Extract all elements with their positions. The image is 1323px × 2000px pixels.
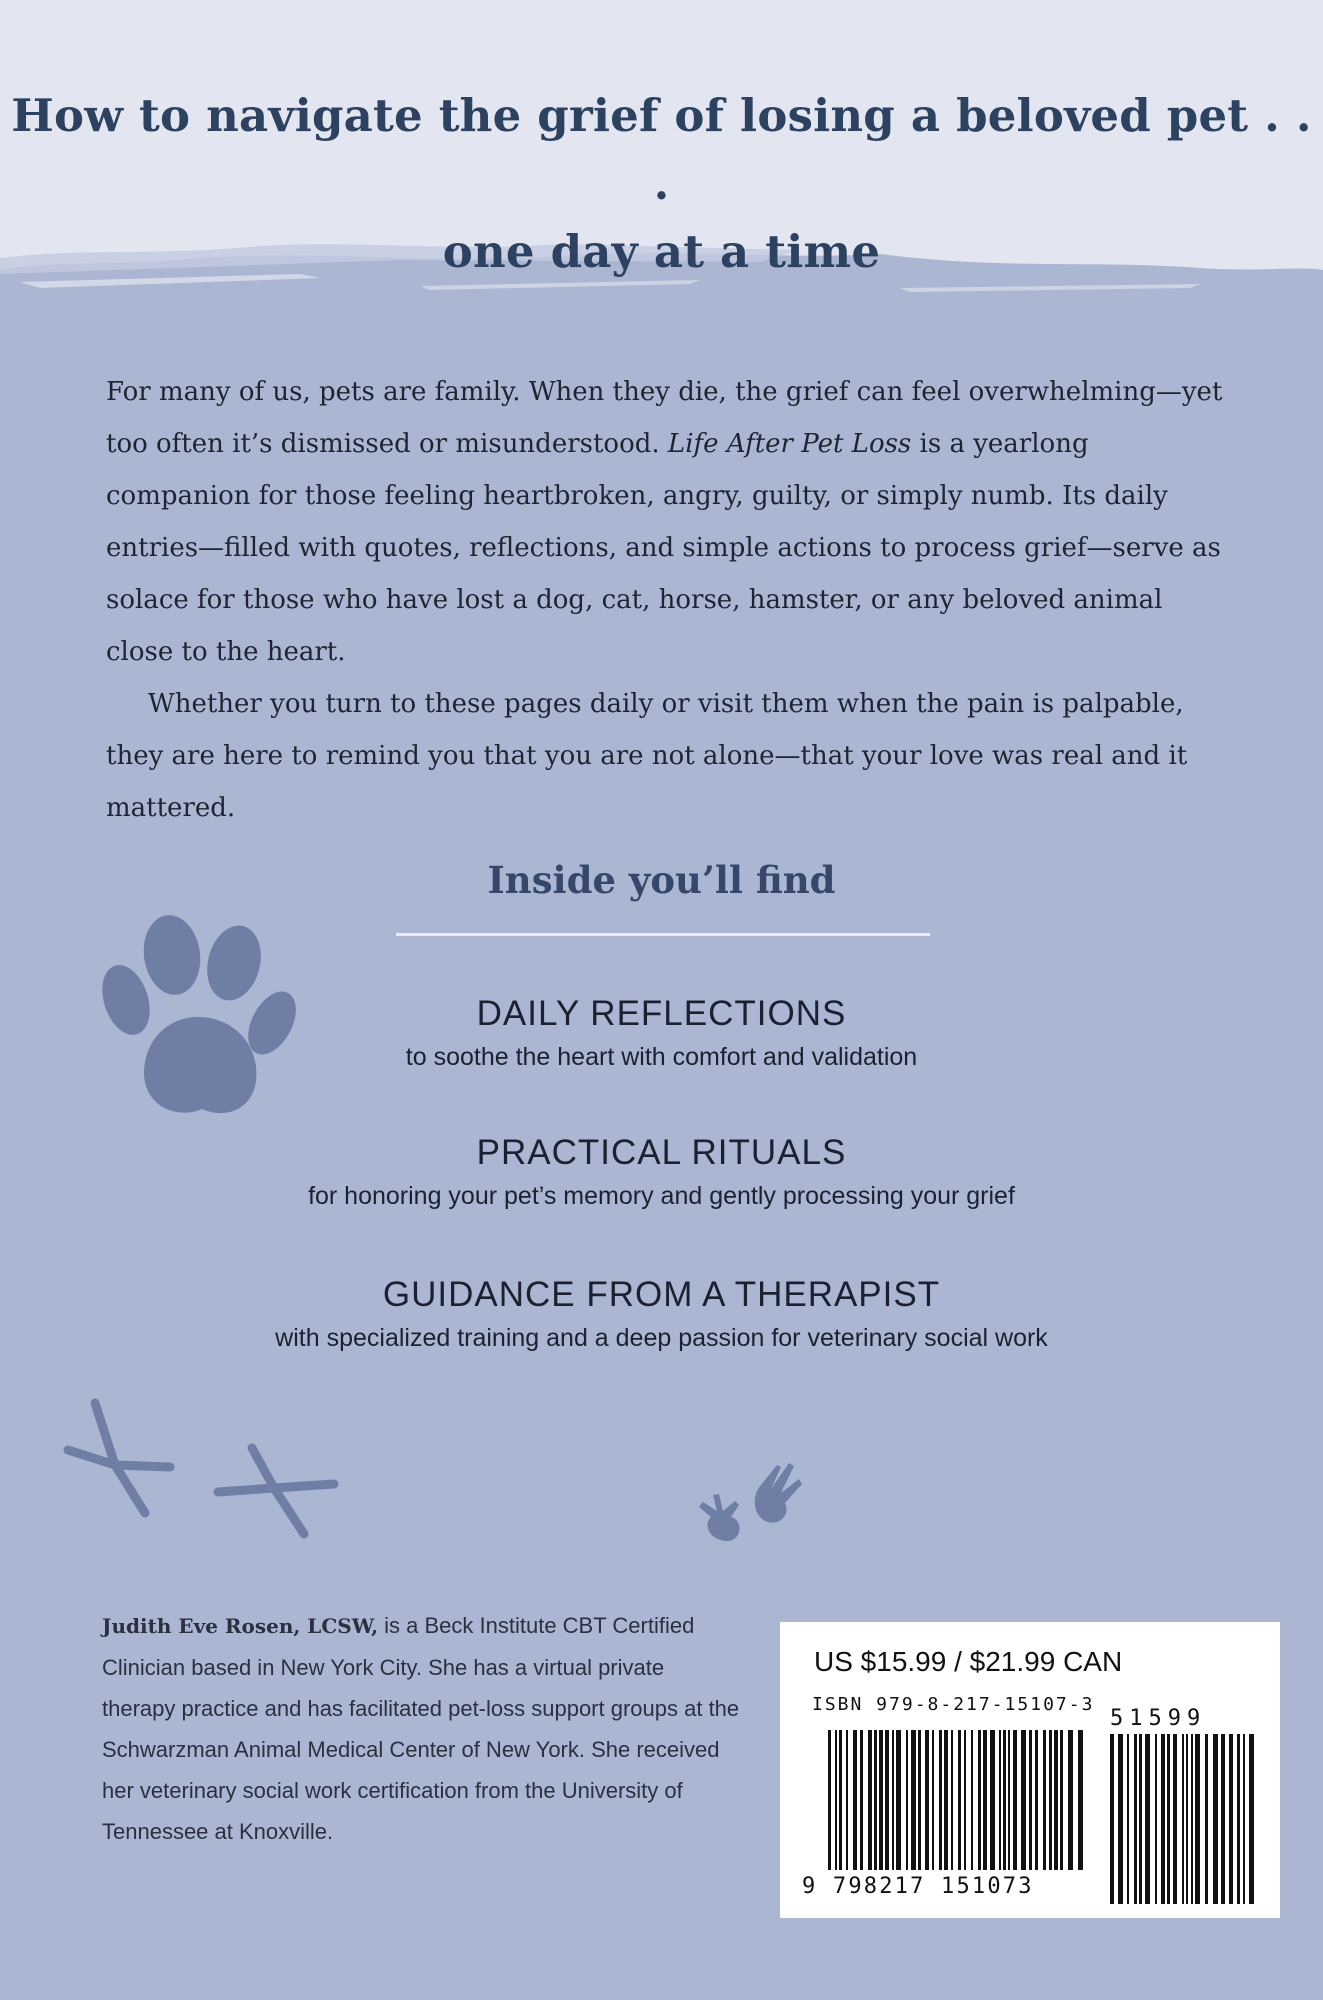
book-title: Life After Pet Loss <box>667 429 912 459</box>
barcode-bar <box>868 1730 872 1870</box>
author-bio <box>102 1605 742 1852</box>
barcode-bar <box>944 1730 948 1870</box>
barcode-bar <box>1167 1734 1170 1904</box>
barcode-bar <box>1013 1730 1017 1870</box>
barcode-bar <box>853 1730 857 1870</box>
price: US $15.99 / $21.99 CAN <box>814 1646 1123 1677</box>
headline <box>0 82 1323 286</box>
feature-description: to soothe the heart with comfort and validation <box>405 1043 918 1071</box>
barcode-bar <box>828 1730 831 1870</box>
barcode-bar <box>839 1730 842 1870</box>
barcode-bar <box>939 1730 942 1870</box>
barcode-bar <box>874 1730 877 1870</box>
barcode-bar <box>1035 1730 1038 1870</box>
description-paragraph-1 <box>106 366 1226 678</box>
barcode-bar <box>1145 1734 1150 1904</box>
barcode-bar <box>918 1730 921 1870</box>
feature-guidance-therapist <box>0 1273 1323 1355</box>
barcode-bar <box>835 1730 837 1870</box>
barcode-bar <box>999 1730 1001 1870</box>
description <box>106 366 1226 834</box>
barcode-bar <box>1191 1734 1193 1904</box>
barcode-bar <box>1182 1734 1184 1904</box>
author-bio-text: is a Beck Institute CBT Certified Clinician based in New York City. She has a virtual private therapy practice and has facilitated pet-loss support groups at the Schwarzman Animal Medical Center of New York. She received her veterinary social work certification from the University of Tennessee at Knoxville. <box>102 1613 740 1844</box>
barcode-bar <box>1049 1730 1052 1870</box>
barcode-bar <box>885 1730 889 1870</box>
raccoon-track-icon <box>695 1455 805 1550</box>
feature-practical-rituals <box>0 1131 1323 1213</box>
feature-daily-reflections <box>0 992 1323 1074</box>
barcode-bar <box>1078 1730 1083 1870</box>
inside-heading: Inside you’ll find <box>487 858 836 902</box>
author-name: Judith Eve Rosen, LCSW, <box>102 1614 379 1638</box>
barcode-bar <box>978 1730 981 1870</box>
barcode-bar <box>932 1730 934 1870</box>
barcode-bar <box>1186 1734 1188 1904</box>
description-text-a: For many of us, pets are family. When they die, the grief can feel overwhelming—yet too often it’s dismissed or misunderstood. <box>106 377 1223 459</box>
barcode-bar <box>892 1730 894 1870</box>
heading-divider <box>396 933 930 936</box>
barcode-bar <box>1213 1734 1218 1904</box>
barcode-bar <box>896 1730 901 1870</box>
barcode-bar <box>1161 1734 1165 1904</box>
barcode-bar <box>1221 1734 1225 1904</box>
bird-track-icon <box>60 1395 180 1520</box>
barcode-bar <box>1043 1730 1046 1870</box>
barcode-bar <box>958 1730 961 1870</box>
description-text-b: is a yearlong companion for those feeling heartbroken, angry, guilty, or simply numb. Its daily entries—filled with quotes, reflections, and simple actions to process grief—serve as solace for those who have lost a dog, cat, horse, hamster, or any beloved animal close to the heart. <box>106 429 1221 667</box>
barcode-bar <box>1249 1734 1254 1904</box>
headline-line-1: How to navigate the grief of losing a beloved pet . . . <box>11 89 1312 210</box>
barcode-bar <box>1068 1730 1073 1870</box>
barcode-bar <box>990 1730 995 1870</box>
feature-description: with specialized training and a deep passion for veterinary social work <box>275 1324 1048 1352</box>
barcode-bar <box>1237 1734 1240 1904</box>
barcode-bar <box>1155 1734 1157 1904</box>
barcode-bar <box>1060 1730 1063 1870</box>
barcode-bar <box>1118 1734 1123 1904</box>
barcode-bar <box>964 1730 966 1870</box>
barcode-bar <box>925 1730 929 1870</box>
barcode-bar <box>1205 1734 1208 1904</box>
ean-digits: 9 798217 151073 <box>802 1874 1034 1899</box>
addon-digits: 51599 <box>1110 1706 1207 1731</box>
barcode-bar <box>911 1730 916 1870</box>
barcode-bar <box>860 1730 863 1870</box>
barcode-bar <box>879 1730 883 1870</box>
feature-title: DAILY REFLECTIONS <box>476 994 847 1033</box>
barcode-bar <box>1243 1734 1245 1904</box>
barcode-bar <box>983 1730 987 1870</box>
feature-description: for honoring your pet’s memory and gently processing your grief <box>308 1182 1015 1210</box>
headline-line-2: one day at a time <box>442 225 881 278</box>
barcode-bar <box>906 1730 908 1870</box>
barcode-bar <box>1195 1734 1200 1904</box>
barcode-bar <box>1127 1734 1129 1904</box>
barcode-bar <box>1054 1730 1058 1870</box>
barcode-bar <box>971 1730 973 1870</box>
description-paragraph-2: Whether you turn to these pages daily or visit them when the pain is palpable, they are here to remind you that you are not alone—that your love was real and it mattered. <box>106 689 1188 823</box>
barcode-bar <box>1134 1734 1137 1904</box>
feature-title: GUIDANCE FROM A THERAPIST <box>382 1275 941 1314</box>
barcode-bar <box>951 1730 953 1870</box>
barcode-bar <box>1139 1734 1142 1904</box>
barcode-bar <box>1008 1730 1010 1870</box>
barcode-bar <box>1003 1730 1006 1870</box>
barcode-bar <box>846 1730 848 1870</box>
barcode-bar <box>1110 1734 1114 1904</box>
feature-title: PRACTICAL RITUALS <box>476 1133 847 1172</box>
barcode-bar <box>1173 1734 1177 1904</box>
barcode-bar <box>1021 1730 1026 1870</box>
barcode-bar <box>1229 1734 1233 1904</box>
bird-track-icon <box>212 1440 342 1540</box>
barcode-panel <box>780 1622 1280 1918</box>
barcode-bar <box>1029 1730 1032 1870</box>
isbn: ISBN 979-8-217-15107-3 <box>812 1694 1095 1715</box>
